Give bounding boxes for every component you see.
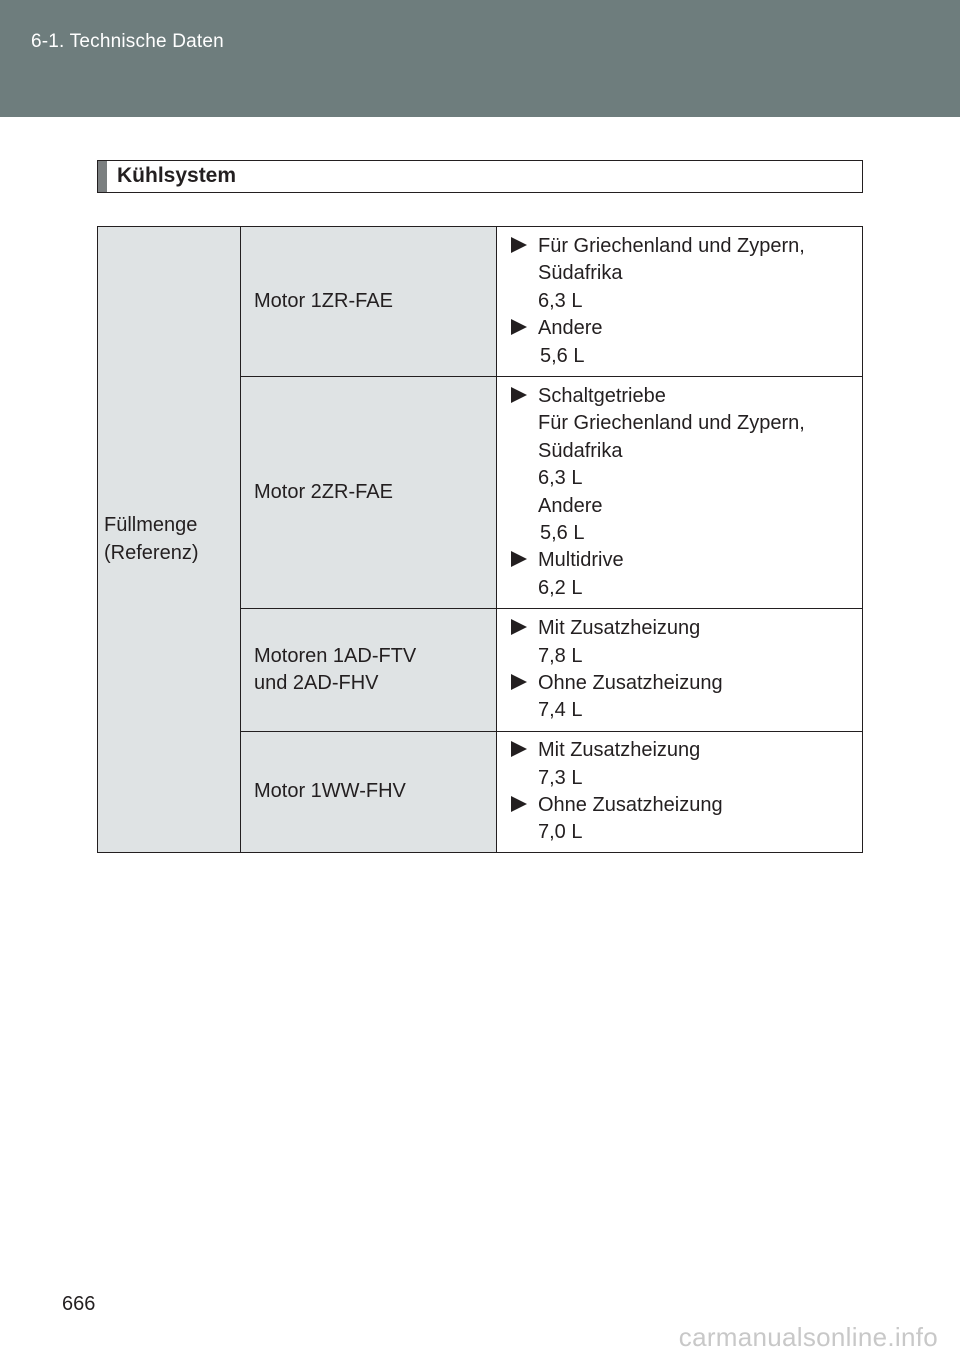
section-title: Kühlsystem [117, 164, 237, 187]
triangle-bullet-icon [511, 387, 527, 403]
bullet-item: Multidrive [511, 547, 854, 574]
capacity-cell [497, 609, 863, 732]
capacity-cell [497, 377, 863, 609]
sub-line: Südafrika [538, 439, 623, 462]
triangle-bullet-icon [511, 674, 527, 690]
engine-name: Motor 2ZR-FAE [254, 480, 393, 503]
capacity-value: 7,8 L [538, 644, 583, 667]
row-label-line: Füllmenge [104, 514, 198, 537]
capacity-value: 7,3 L [538, 766, 583, 789]
bullet-item: Mit Zusatzheizung [511, 615, 854, 642]
engine-cell [241, 227, 497, 377]
capacity-cell [497, 732, 863, 853]
bullet-item: Für Griechenland und Zypern, [511, 233, 854, 260]
sub-line: Für Griechenland und Zypern, [538, 412, 805, 435]
capacity-value: 5,6 L [540, 521, 585, 544]
bullet-item: Mit Zusatzheizung [511, 737, 854, 764]
engine-cell [241, 732, 497, 853]
row-label-cell [98, 227, 241, 853]
header-band [0, 0, 960, 117]
engine-cell [241, 609, 497, 732]
section-title-bar [97, 160, 863, 193]
section-accent-bar [98, 161, 107, 192]
triangle-bullet-icon [511, 319, 527, 335]
bullet-item: Andere [511, 315, 854, 342]
capacity-cell [497, 227, 863, 377]
bullet-item: Ohne Zusatzheizung [511, 792, 854, 819]
capacity-value: 6,3 L [538, 289, 583, 312]
triangle-bullet-icon [511, 619, 527, 635]
triangle-bullet-icon [511, 551, 527, 567]
capacity-value: 6,2 L [538, 576, 583, 599]
engine-name: Motor 1ZR-FAE [254, 289, 393, 312]
engine-name: Motoren 1AD-FTV [254, 644, 417, 667]
sub-line: Andere [538, 494, 603, 517]
row-label-line: (Referenz) [104, 541, 199, 564]
header-section-label: 6-1. Technische Daten [31, 31, 224, 52]
table-row [98, 227, 863, 377]
engine-name: und 2AD-FHV [254, 672, 379, 694]
capacity-value: 6,3 L [538, 467, 583, 490]
capacity-value: 7,4 L [538, 699, 583, 722]
engine-name: Motor 1WW-FHV [254, 780, 406, 803]
capacity-value: 5,6 L [540, 344, 585, 367]
triangle-bullet-icon [511, 741, 527, 757]
sub-line: Südafrika [538, 262, 623, 285]
triangle-bullet-icon [511, 237, 527, 253]
watermark: carmanualsonline.info [678, 1322, 938, 1352]
triangle-bullet-icon [511, 796, 527, 812]
page-number: 666 [62, 1293, 96, 1315]
engine-cell [241, 377, 497, 609]
bullet-item: Schaltgetriebe [511, 383, 854, 410]
capacity-value: 7,0 L [538, 821, 583, 844]
bullet-item: Ohne Zusatzheizung [511, 670, 854, 697]
coolant-capacity-table [97, 226, 863, 853]
